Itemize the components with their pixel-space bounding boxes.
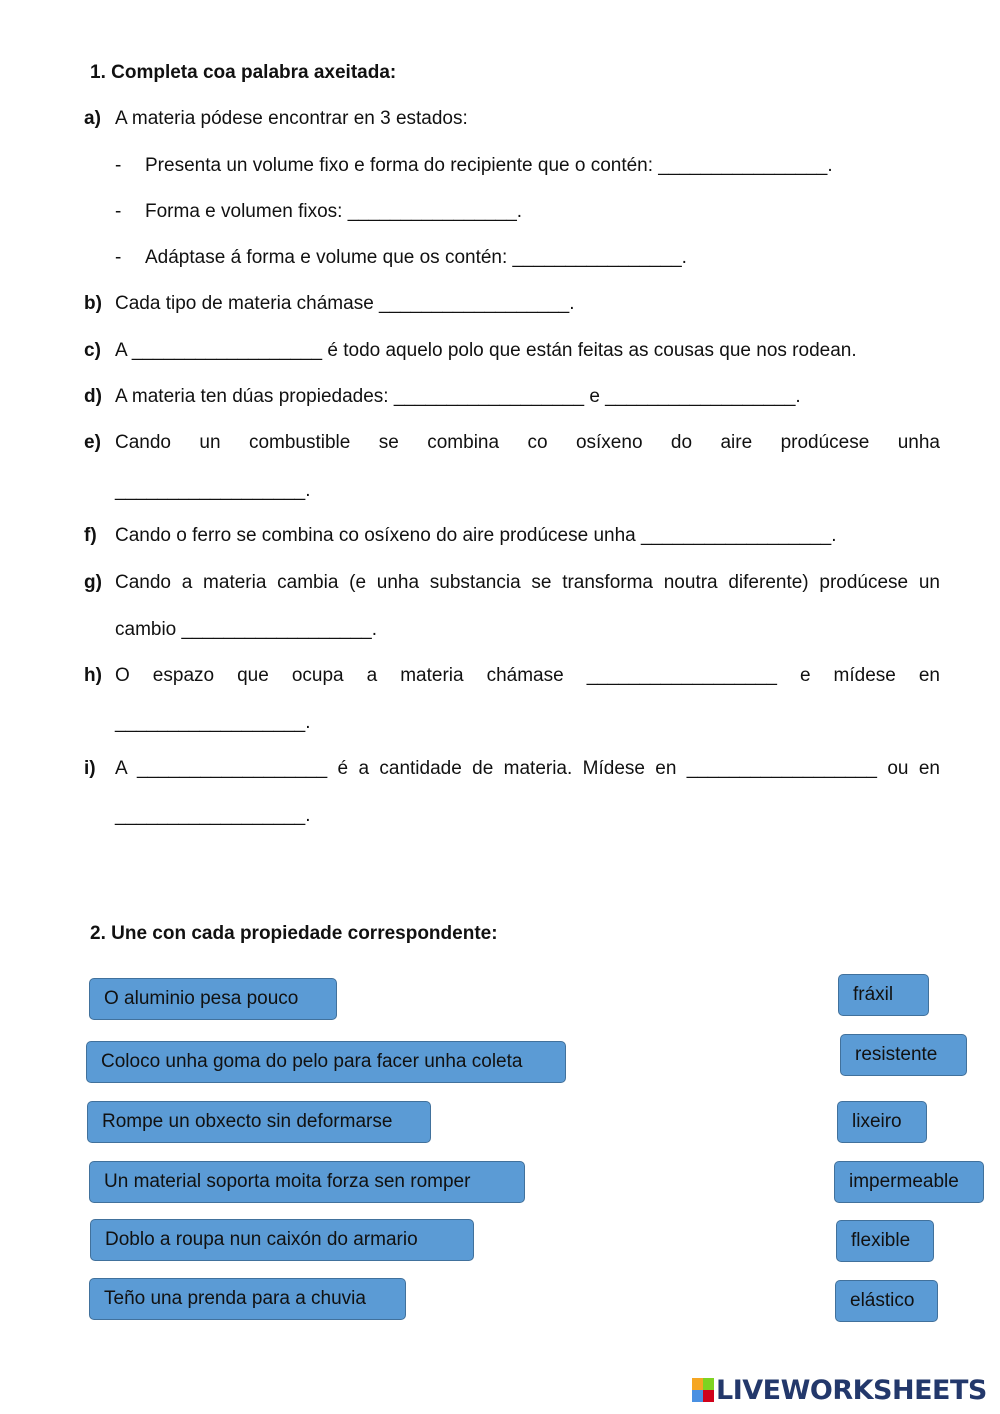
match-left-box[interactable]: O aluminio pesa pouco [89,978,337,1020]
sub-item-dash: - [115,247,122,268]
match-left-box[interactable]: Un material soporta moita forza sen romper [89,1161,525,1203]
item-e-line-2: __________________. [115,480,311,501]
item-i-line-1: A __________________ é a cantidade de materia. Mídese en __________________ ou en [115,758,940,779]
item-c-label: c) [84,340,101,361]
item-e-line-1: Cando un combustible se combina co osíxeno do aire prodúcese unha [115,432,940,453]
sub-item-dash: - [115,155,122,176]
logo-square [703,1378,714,1390]
logo-square [692,1390,703,1402]
item-i-label: i) [84,758,96,779]
item-e-label: e) [84,432,101,453]
match-right-box[interactable]: flexible [836,1220,934,1262]
item-h-line-2: __________________. [115,712,311,733]
item-h-line-1: O espazo que ocupa a materia chámase __________________ e mídese en [115,665,940,686]
sub-item-liquid-text: Presenta un volume fixo e forma do recipiente que o contén: ________________. [145,155,833,176]
sub-item-solid-text: Forma e volumen fixos: ________________. [145,201,523,222]
section-2-heading: 2. Une con cada propiedade correspondente: [90,923,498,944]
section-1-heading: 1. Completa coa palabra axeitada: [90,62,397,83]
match-right-box[interactable]: resistente [840,1034,967,1076]
item-a-label: a) [84,108,101,129]
item-a-text: A materia pódese encontrar en 3 estados: [115,108,468,129]
item-d-text: A materia ten dúas propiedades: __________________ e __________________. [115,386,801,407]
item-g-line-2: cambio __________________. [115,619,378,640]
item-g-label: g) [84,572,102,593]
item-f-label: f) [84,525,97,546]
liveworksheets-logo-text: LIVEWORKSHEETS [716,1374,987,1406]
match-left-box[interactable]: Teño una prenda para a chuvia [89,1278,406,1320]
item-b-text: Cada tipo de materia chámase __________________. [115,293,575,314]
match-left-box[interactable]: Rompe un obxecto sin deformarse [87,1101,431,1143]
sub-item-dash: - [115,201,122,222]
item-c-text: A __________________ é todo aquelo polo que están feitas as cousas que nos rodean. [115,340,857,361]
logo-square [703,1390,714,1402]
liveworksheets-logo [692,1374,987,1406]
logo-square [692,1378,703,1390]
match-right-box[interactable]: fráxil [838,974,929,1016]
match-right-box[interactable]: impermeable [834,1161,984,1203]
match-right-box[interactable]: elástico [835,1280,938,1322]
match-right-box[interactable]: lixeiro [837,1101,927,1143]
match-left-box[interactable]: Coloco unha goma do pelo para facer unha coleta [86,1041,566,1083]
sub-item-gas-text: Adáptase á forma e volume que os contén: ________________. [145,247,687,268]
item-h-label: h) [84,665,102,686]
item-g-line-1: Cando a materia cambia (e unha substancia se transforma noutra diferente) prodúcese un [115,572,940,593]
item-b-label: b) [84,293,102,314]
item-f-text: Cando o ferro se combina co osíxeno do aire prodúcese unha __________________. [115,525,837,546]
match-left-box[interactable]: Doblo a roupa nun caixón do armario [90,1219,474,1261]
item-d-label: d) [84,386,102,407]
item-i-line-2: __________________. [115,805,311,826]
liveworksheets-logo-icon [692,1378,714,1402]
